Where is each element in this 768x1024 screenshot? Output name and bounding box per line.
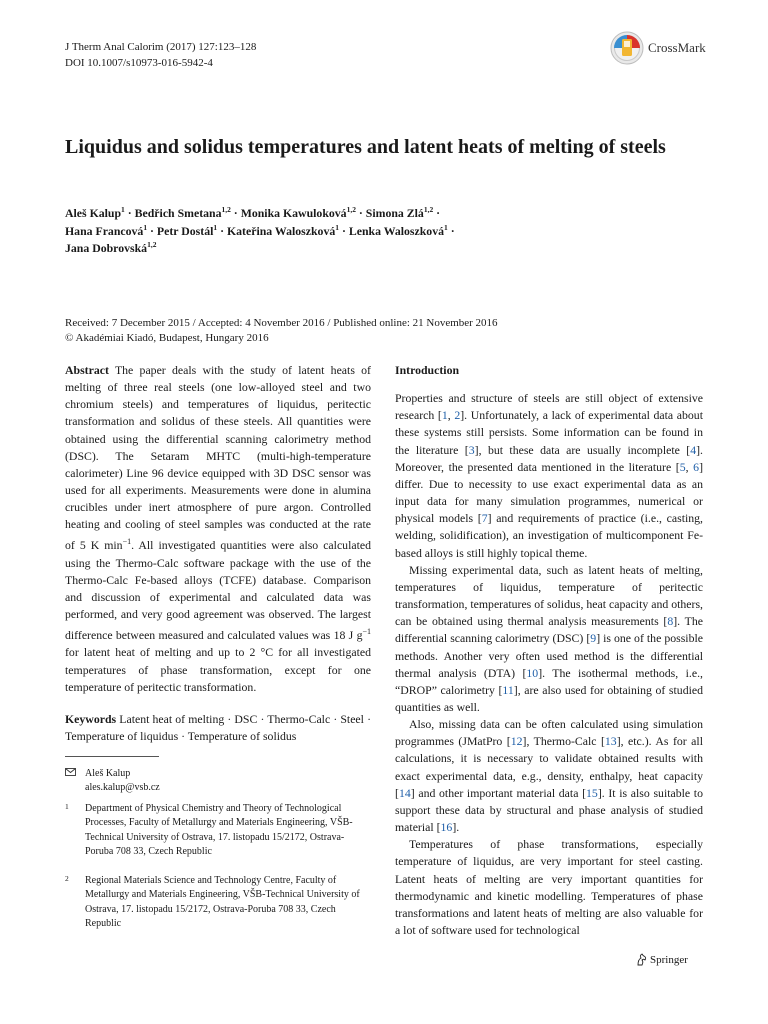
citation-link[interactable]: 5 (679, 459, 686, 474)
journal-citation: J Therm Anal Calorim (2017) 127:123–128 (65, 41, 257, 53)
publication-history (65, 316, 705, 346)
author[interactable]: Kateřina Waloszková$^1$ (226, 222, 339, 238)
section-heading-introduction: Introduction (395, 363, 460, 377)
citation-link[interactable]: 12 (510, 734, 523, 749)
citation-link[interactable]: 4 (690, 442, 697, 457)
intro-paragraph: Also, missing data can be often calculated using simulation programmes (JMatPro [12], Thermo-Calc [13], etc.). As for all calculations, it is necessary to validate obtained results with exact experimental data, e.g., density, enthalpy, heat capacity [14] and other important material data [15]. It is also suitable to support these data by structural and phase analysis of studied material [16]. (395, 717, 703, 835)
affiliation (65, 874, 365, 932)
citation-link[interactable]: 6 (693, 459, 700, 474)
citation-link[interactable]: 8 (667, 614, 674, 629)
author[interactable]: Monika Kawuloková$^{1,2}$ (240, 205, 356, 220)
intro-paragraph: Properties and structure of steels are still object of extensive research [1, 2]. Unfortunately, a lack of experimental data about these systems still persists. Some information can be found in the literature [3], but these data are usually incomplete [4]. Moreover, the presented data mentioned in the literature [5, 6] differ. Due to necessity to use exact experimental data as an input data for many simulation programmes, numerical or physical models [7] and requirements of practice (i.e., casting, welding, solidification), an investigation of multicomponent Fe-based alloys is still highly topical theme. (395, 391, 704, 560)
citation-link[interactable]: 11 (502, 682, 514, 697)
copyright-line: © Akadémiai Kiadó, Budapest, Hungary 2016 (65, 332, 269, 344)
citation-link[interactable]: 7 (481, 511, 488, 526)
author[interactable]: Hana Francová$^1$ (65, 222, 148, 238)
crossmark-icon (610, 31, 644, 65)
springer-horse-icon (636, 953, 647, 966)
citation-link[interactable]: 3 (468, 442, 475, 457)
citation-link[interactable]: 2 (454, 408, 461, 423)
citation-link[interactable]: 1 (441, 408, 448, 423)
keywords-heading: Keywords (65, 711, 117, 726)
citation-link[interactable]: 9 (590, 631, 597, 646)
affiliation-number: 2 (65, 874, 69, 883)
author[interactable]: Aleš Kalup$^1$ (65, 205, 125, 220)
received-dates: Received: 7 December 2015 / Accepted: 4 November 2016 / Published online: 21 November 2016 (65, 317, 498, 329)
author-list: Aleš Kalup$^1$ · Bedřich Smetana$^{1,2}$ · Monika Kawuloková$^{1,2}$ · Simona Zlá$^{1,2}$ · Hana Francová$^1$ · Petr Dostál$^1$ · Kateřina Waloszková$^1$ · Lenka Waloszková$^1$ · Jana Dobrovská$^{1,2}$ (65, 205, 455, 255)
keywords-text: Latent heat of melting · DSC · Thermo-Calc · Steel · Temperature of liquidus · Temperature of solidus (65, 711, 371, 743)
intro-paragraph: Temperatures of phase transformations, especially temperature of liquidus, are very important for steel casting. Latent heats of melting are very important quantities for thermodynamic and kinetic modelling. Temperatures of phase transformations and latent heats of melting are also valuable for a lot of software used for technological (395, 837, 703, 937)
affiliation-number: 1 (65, 802, 69, 811)
corresponding-name: Aleš Kalup (85, 768, 131, 779)
intro-paragraph: Missing experimental data, such as latent heats of melting, temperatures of liquidus, temperature of peritectic transformation, temperatures of solidus, heat capacity and others, can be obtained using thermal analysis measurements [8]. The differential scanning calorimetry (DSC) [9] is one of the possible methods. Another very often used method is the differential thermal analysis (DTA) [10]. The isothermal methods, i.e., “DROP” calorimetry [11], are also used for obtaining of studied quantities as well. (395, 562, 703, 714)
affiliation (65, 802, 365, 860)
author[interactable]: Bedřich Smetana$^{1,2}$ (134, 205, 231, 220)
citation-link[interactable]: 14 (398, 785, 411, 800)
author[interactable]: Petr Dostál$^1$ (156, 222, 218, 238)
affiliation-text: Department of Physical Chemistry and Theory of Technological Processes, Faculty of Metallurgy and Materials Engineering, VŠB-Technical University of Ostrava, 17. listopadu 15/2172, Ostrava-Poruba 708 33, Czech Republic (85, 803, 353, 858)
publisher-logo (636, 953, 688, 966)
publisher-name: Springer (650, 953, 688, 966)
envelope-icon (65, 767, 85, 781)
right-column (395, 362, 703, 939)
doi[interactable]: DOI 10.1007/s10973-016-5942-4 (65, 57, 213, 69)
citation-link[interactable]: 16 (440, 820, 453, 835)
citation-link[interactable]: 13 (604, 734, 617, 749)
left-column (65, 362, 371, 745)
crossmark-label: CrossMark (648, 40, 706, 55)
author[interactable]: Jana Dobrovská$^{1,2}$ (65, 240, 157, 255)
corresponding-email[interactable]: ales.kalup@vsb.cz (85, 782, 160, 793)
citation-link[interactable]: 10 (526, 665, 539, 680)
author[interactable]: Lenka Waloszková$^1$ (348, 222, 448, 238)
citation-link[interactable]: 15 (586, 785, 598, 800)
running-header (65, 39, 256, 71)
corresponding-author (65, 767, 160, 795)
footnote-divider (65, 756, 159, 757)
abstract (65, 362, 371, 696)
crossmark-badge[interactable] (610, 31, 706, 65)
keywords (65, 711, 371, 745)
affiliation-text: Regional Materials Science and Technology Centre, Faculty of Metallurgy and Materials Engineering, VŠB-Technical University of Ostrava, 17. listopadu 15/2172, Ostrava-Poruba 708 33, Czech Republic (85, 875, 360, 930)
abstract-heading: Abstract (65, 363, 109, 377)
article-title: Liquidus and solidus temperatures and latent heats of melting of steels (65, 136, 666, 158)
abstract-text: The paper deals with the study of latent heats of melting of three real steels (one low-alloyed steel and two chromium steels) and temperatures of liquidus, peritectic transformation and solidus of these steels. All quantities were obtained using the differential scanning calorimetry method (DSC). The Setaram MHTC (multi-high-temperature calorimeter) Line 96 device equipped with 3D DSC sensor was used for all experiments. Measurements were done in alumina crucibles under inert atmosphere of pure argon. Controlled heating and cooling of steel samples was conducted at the rate of 5 K $\min^{-1}$. All investigated quantities were also calculated using the Thermo-Calc software package with the use of the Thermo-Calc Fe-based alloys (TCFE) database. Comparison and discussion of experimental and calculated data was performed, and very good agreement was observed. The largest difference between measured and calculated values was 18 J $g^{-1}$ for latent heat of melting and up to 2 °C for all investigated temperatures of phase transformation, except for one temperature of peritectic transformation. (65, 363, 372, 694)
author[interactable]: Simona Zlá$^{1,2}$ (365, 205, 434, 220)
